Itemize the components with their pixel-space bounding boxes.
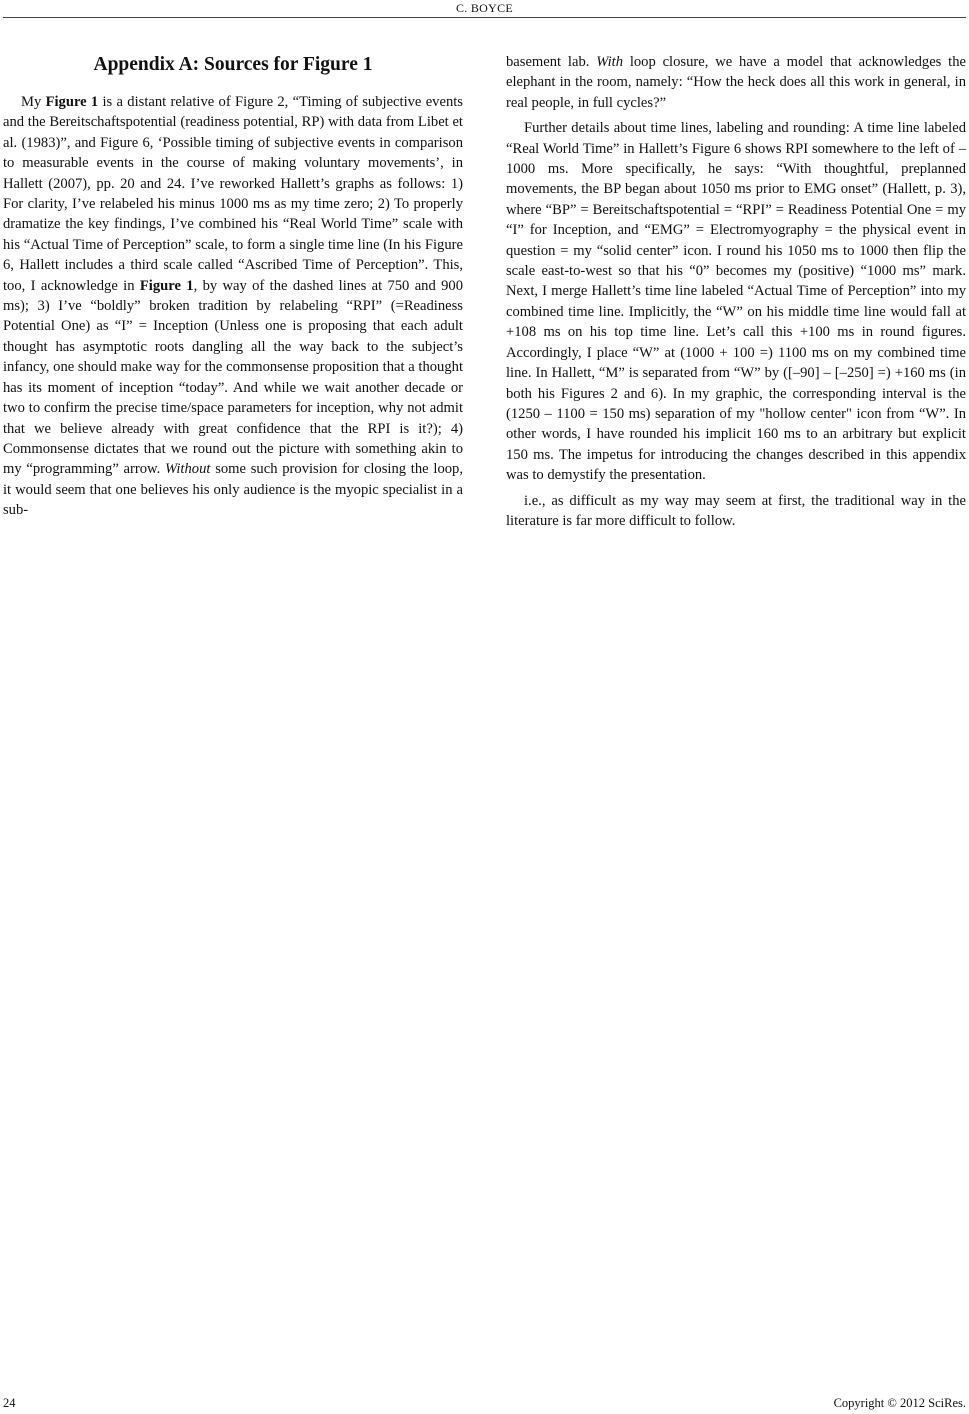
italic-run: With bbox=[596, 54, 623, 70]
text-run: loop closure, we have a model that acknowledges the elephant in the room, namely: “How the heck does all this work in general, in real people, in full cycles?” bbox=[506, 54, 966, 111]
italic-run: Without bbox=[165, 461, 211, 478]
section-title: Appendix A: Sources for Figure 1 bbox=[93, 54, 373, 75]
text-run: i.e., as difficult as my way may seem at first, the traditional way in the literature is far more difficult to follow. bbox=[506, 492, 966, 529]
header-rule bbox=[3, 17, 966, 18]
paragraph-3 bbox=[506, 118, 966, 485]
text-run: Further details about time lines, labeling and rounding: A time line labeled “Real World Time” in Hallett’s Figure 6 shows RPI somewhere to the left of –1000 ms. More specifically, he says: “With thoughtful, preplanned movements, the BP began about 1050 ms prior to EMG onset” (Hallett, p. 3), where “BP” = Bereitschaftspotential = “RPI” = Readiness Potential One = my “I” for Inception, and “EMG” = Electromyography = the physical event in question = my “solid center” icon. I round his 1050 ms to 1000 then flip the scale east-to-west so that his “0” becomes my (positive) “1000 ms” mark. Next, I merge Hallett’s time line labeled “Actual Time of Perception” into my combined time line. Implicitly, the “W” on his middle time line would fall at +108 ms on his top time line. Let’s call this +100 ms in round figures. Accordingly, I place “W” at (1000 + 100 =) 1100 ms on my combined time line. In Hallett, “M” is separated from “W” by ([–90] – [–250] =) +160 ms (in both his Figures 2 and 6). In my graphic, the corresponding interval is the (1250 – 1100 = 150 ms) separation of my "hollow center" icon from “W”. In other words, I have rounded his implicit 160 ms to an arbitrary but explicit 150 ms. The impetus for introducing the changes described in this appendix was to demystify the presentation. bbox=[506, 120, 966, 484]
paragraph-2-continued bbox=[506, 52, 966, 113]
paragraph-1 bbox=[3, 92, 463, 521]
text-run: some such provision for closing the loop, it would seem that one believes his only audience is the myopic specialist in a sub- bbox=[3, 461, 463, 519]
paragraph-4 bbox=[506, 491, 966, 532]
text-run: My bbox=[21, 94, 46, 110]
text-run: , by way of the dashed lines at 750 and 900 ms); 3) I’ve “boldly” broken tradition by relabeling “RPI” (=Readiness Potential One) as “I” = Inception (Unless one is proposing that each adult thought has asymptotic roots dangling all the way back to the subject’s infancy, one should make way for the commonsense proposition that a thought has its moment of inception “today”. And while we wait another decade or two to confirm the precise time/space parameters for inception, why not admit that we believe already with great confidence that the RPI is it?); 4) Commonsense dictates that we round out the picture with something akin to my “programming” arrow. bbox=[3, 277, 463, 478]
bold-run: Figure 1 bbox=[139, 277, 194, 294]
right-column bbox=[506, 52, 966, 531]
running-head: C. BOYCE bbox=[455, 1, 514, 15]
bold-run: Figure 1 bbox=[45, 94, 99, 110]
copyright-notice: Copyright © 2012 SciRes. bbox=[833, 1396, 966, 1410]
text-run: is a distant relative of Figure 2, “Timing of subjective events and the Bereitschaftspotential (readiness potential, RP) with data from Libet et al. (1983)”, and Figure 6, ‘Possible timing of subjective events in comparison to measurable events in the course of making voluntary movements’, in Hallett (2007), pp. 20 and 24. I’ve reworked Hallett’s graphs as follows: 1) For clarity, I’ve relabeled his minus 1000 ms as my time zero; 2) To properly dramatize the key findings, I’ve combined his “Real World Time” scale with his “Actual Time of Perception” scale, to form a single time line (In his Figure 6, Hallett includes a third scale called “Ascribed Time of Perception”. This, too, I acknowledge in bbox=[3, 94, 463, 294]
left-column bbox=[3, 52, 463, 521]
page-number: 24 bbox=[3, 1396, 16, 1410]
text-run: basement lab. bbox=[506, 54, 597, 70]
